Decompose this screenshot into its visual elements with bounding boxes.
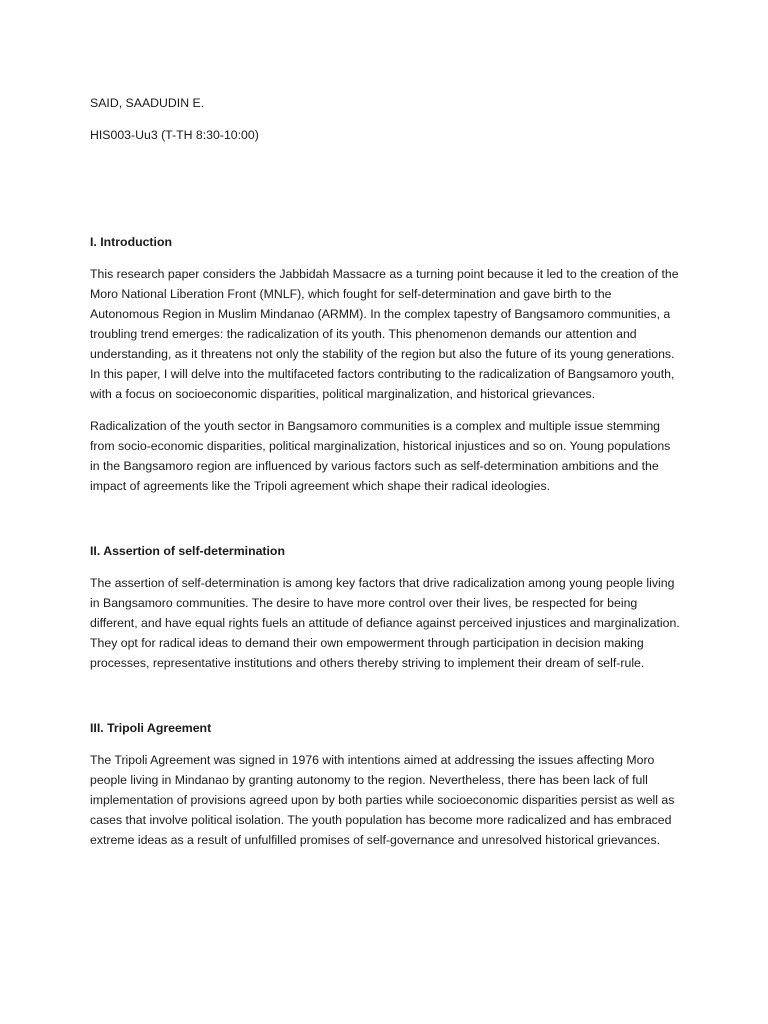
header-spacer	[90, 157, 680, 232]
paragraph: Radicalization of the youth sector in Bangsamoro communities is a complex and multiple issue stemming from socio-economic disparities, political marginalization, historical injustices and so on. Young populations in the Bangsamoro region are influenced by various factors such as self-determination ambitions and the impact of agreements like the Tripoli agreement which shape their radical ideologies.	[90, 419, 671, 493]
section-tripoli-agreement	[90, 718, 680, 850]
author-name: SAID, SAADUDIN E.	[90, 96, 205, 110]
paragraph: The Tripoli Agreement was signed in 1976 with intentions aimed at addressing the issues affecting Moro people living in Mindanao by granting autonomy to the region. Nevertheless, there has been lack of full implementation of provisions agreed upon by both parties while socioeconomic disparities persist as well as cases that involve political isolation. The youth population has become more radicalized and has embraced extreme ideas as a result of unfulfilled promises of self-governance and unresolved historical grievances.	[90, 753, 675, 847]
section-introduction	[90, 232, 680, 496]
paragraph: This research paper considers the Jabbidah Massacre as a turning point because it led to the creation of the Moro National Liberation Front (MNLF), which fought for self-determination and gave birth to the Autonomous Region in Muslim Mindanao (ARMM). In the complex tapestry of Bangsamoro communities, a troubling trend emerges: the radicalization of its youth. This phenomenon demands our attention and understanding, as it threatens not only the stability of the region but also the future of its young generations. In this paper, I will delve into the multifaceted factors contributing to the radicalization of Bangsamoro youth, with a focus on socioeconomic disparities, political marginalization, and historical grievances.	[90, 267, 679, 401]
paragraph: The assertion of self-determination is among key factors that drive radicalization among young people living in Bangsamoro communities. The desire to have more control over their lives, be respected for being different, and have equal rights fuels an attitude of defiance against perceived injustices and marginalization. They opt for radical ideas to demand their own empowerment through participation in decision making processes, representative institutions and others thereby striving to implement their dream of self-rule.	[90, 576, 680, 670]
course-info: HIS003-Uu3 (T-TH 8:30-10:00)	[90, 128, 259, 142]
section-self-determination	[90, 541, 680, 673]
document-body	[90, 93, 680, 862]
section-heading-tripoli-agreement: III. Tripoli Agreement	[90, 721, 212, 735]
section-spacer	[90, 508, 680, 541]
section-spacer	[90, 685, 680, 718]
section-heading-self-determination: II. Assertion of self-determination	[90, 544, 285, 558]
section-heading-introduction: I. Introduction	[90, 235, 172, 249]
